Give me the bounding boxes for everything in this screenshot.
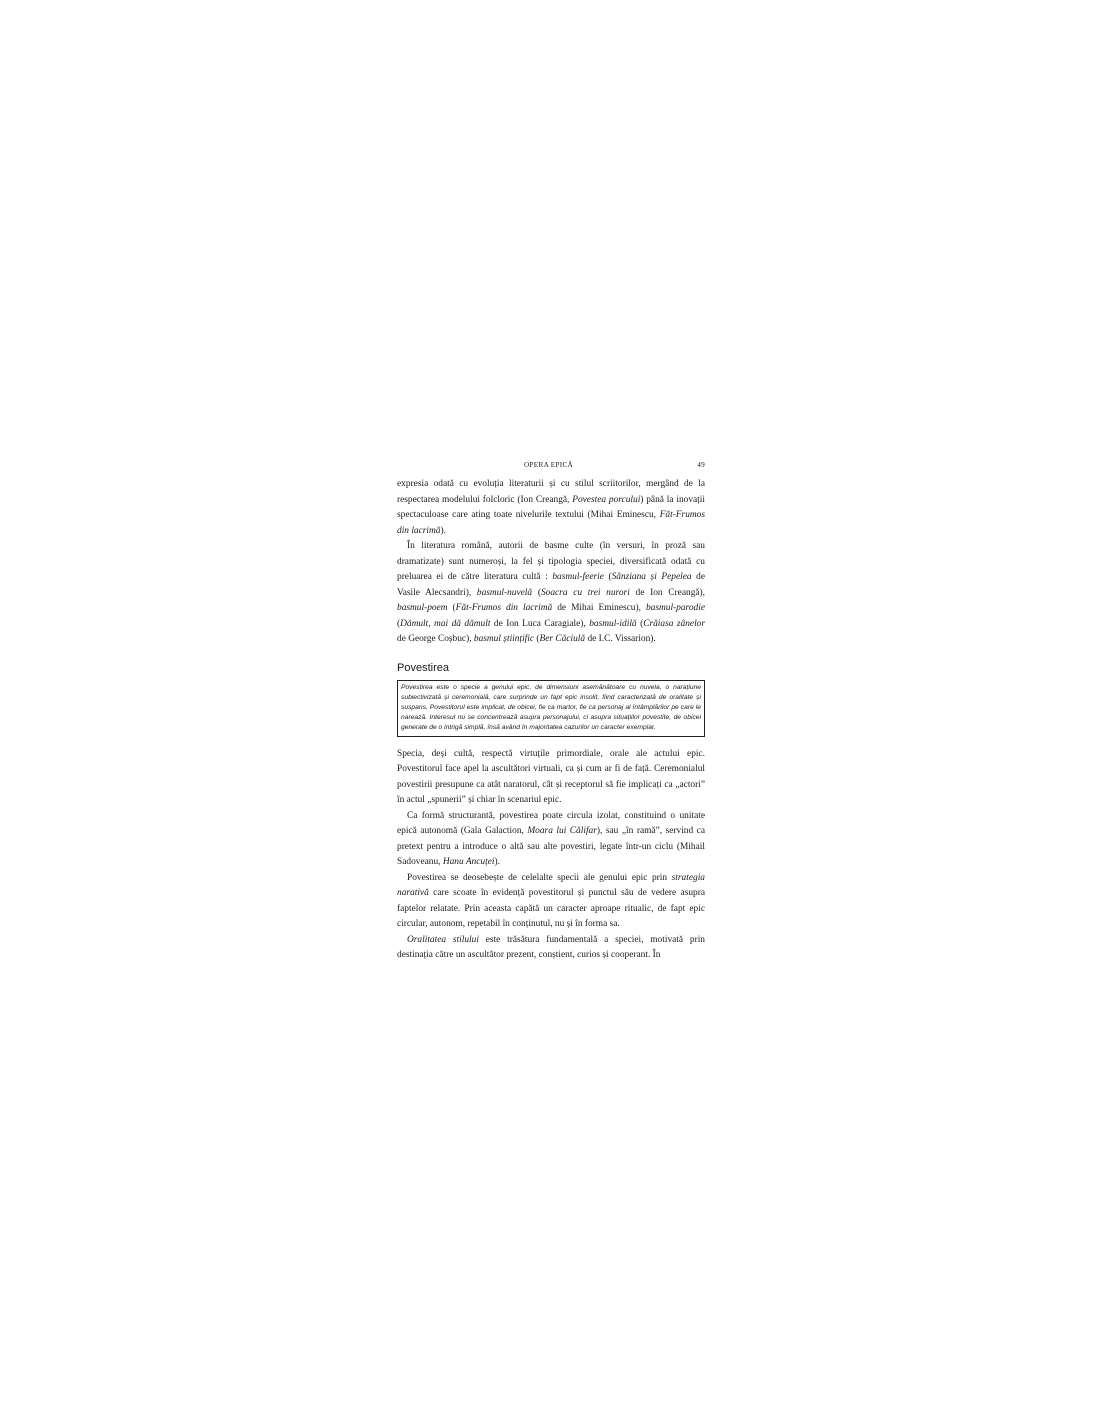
- work-title: Ber Căciulă: [539, 634, 586, 644]
- text-run: de I.C. Vissarion).: [585, 634, 656, 644]
- text-run: (: [447, 603, 456, 613]
- text-run: (: [636, 618, 644, 629]
- work-title: Făt-Frumos din lacrimă: [397, 510, 705, 536]
- text-run: Povestirea se deosebește de celelalte specii ale genului epic prin: [407, 872, 672, 883]
- text-run: de Mihai Eminescu),: [552, 603, 646, 613]
- paragraph-3: Specia, deși cultă, respectă virtuțile primordiale, orale ale actului epic. Povestitorul face apel la ascultători virtuali, ca și cum ar fi de față. Ceremonialul povestirii presupune ca atât naratorul, cât și receptorul să fie implicați ca „actori” în actul „spunerii” și chiar în scenariul epic.: [397, 748, 705, 806]
- text-run: Ca formă structurantă, povestirea poate circula izolat, constituind o unitate epică autonomă (Gala Galaction,: [397, 810, 705, 837]
- paragraph-2: [397, 539, 705, 648]
- work-title: Moara lui Călifar: [527, 826, 597, 837]
- page-header: [397, 461, 705, 477]
- text-run: ), sau „în ramă”, servind ca pretext pentru a introduce o altă sau alte povestiri, legate într-un ciclu (Mihail Sadoveanu,: [397, 826, 706, 868]
- work-title: Soacra cu trei nurori: [540, 587, 630, 598]
- text-run: de Ion Creangă),: [629, 587, 706, 598]
- section-title: Povestirea: [397, 661, 449, 674]
- work-title: Sânziana și Pepelea: [611, 572, 692, 582]
- term: basmul-idilă: [589, 618, 637, 629]
- work-title: Făt-Frumos din lacrimă: [455, 603, 553, 613]
- term: basmul-poem: [397, 603, 448, 613]
- term: basmul științific: [473, 634, 535, 644]
- text-run: ) până la inovații spectaculoase care ating toate nivelurile textului (Mihai Eminescu,: [397, 494, 705, 520]
- paragraph-5: [397, 871, 705, 933]
- text-run: expresia odată cu evoluția literaturii și cu stilul scriitorilor, mergând de la respectarea modelului folcloric (Ion Creangă,: [397, 479, 705, 505]
- definition-box: Povestirea este o specie a genului epic, de dimensiuni asemănătoare cu nuvela, o narațiune subiectivizată și ceremonială, care surprinde un fapt epic insolit, fiind caracterizată de oralitate și suspans. Povestitorul este implicat, de obicei, fie ca martor, fie ca personaj al întâmplărilor pe care le narează. Interesul nu se concentrează asupra personajului, ci asupra situațiilor povestite, de obicei generate de o intrigă simplă, însă având în majoritatea cazurilor un caracter exemplar.: [397, 680, 705, 737]
- text-run: de Ion Luca Caragiale),: [490, 618, 590, 629]
- running-title: OPERA EPICĂ: [524, 461, 574, 469]
- paragraph-6: [397, 933, 705, 964]
- work-title: Dămult, mai dă dămult: [400, 618, 491, 629]
- text-run: În literatura română, autorii de basme culte (în versuri, în proză sau dramatizate) sunt numeroși, la fel și tipologia speciei, diversificată odată cu preluarea ei de către literatura cultă :: [397, 541, 705, 582]
- text-run: ).: [494, 857, 500, 868]
- text-run: ).: [440, 525, 446, 536]
- paragraph-1: [397, 477, 705, 539]
- text-run: (: [603, 572, 612, 582]
- paragraph-4: [397, 809, 705, 871]
- text-run: de George Coșbuc),: [397, 634, 474, 644]
- term: Oralitatea stilului: [407, 934, 479, 945]
- term: basmul-nuvelă: [476, 587, 533, 598]
- book-page: [397, 461, 705, 964]
- text-run: (: [532, 587, 541, 598]
- work-title: Crăiasa zânelor: [643, 618, 706, 629]
- text-run: (: [534, 634, 540, 644]
- term: strategia narativă: [397, 872, 705, 899]
- text-run: este trăsătura fundamentală a speciei, motivată prin destinația către un ascultător prezent, conștient, curios și cooperant. În: [397, 934, 705, 961]
- text-run: care scoate în evidență povestitorul și punctul său de vedere asupra faptelor relatate. Prin aceasta capătă un caracter aproape ritualic, de fapt epic circular, autonom, repetabil în conținutul, nu și în forma sa.: [397, 888, 705, 930]
- text-run: (: [397, 618, 401, 629]
- page-number: 49: [697, 461, 705, 469]
- work-title: Povestea porcului: [572, 494, 641, 505]
- work-title: Hanu Ancuței: [442, 857, 495, 868]
- text-run: de Vasile Alecsandri),: [397, 572, 705, 598]
- term: basmul-parodie: [645, 603, 705, 613]
- term: basmul-feerie: [552, 572, 604, 582]
